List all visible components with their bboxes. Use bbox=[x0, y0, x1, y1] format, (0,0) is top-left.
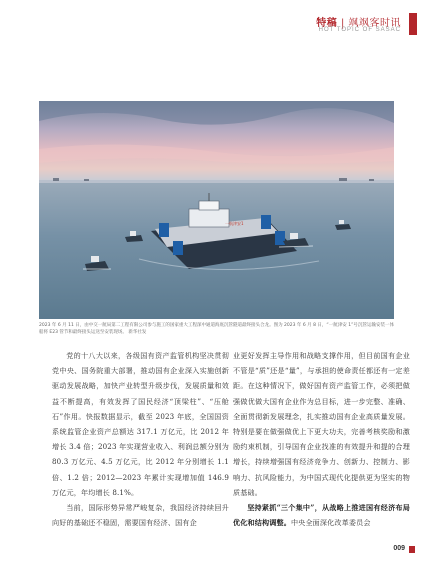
body-text: 中央全面深化改革委员会 bbox=[290, 518, 371, 528]
body-paragraph: 党的十八大以来，各级国有资产监管机构坚决贯彻党中央、国务院重大部署，推动国有企业深入实施创新驱动发展战略，加快产业转型升级步伐，发展质量和效益不断提高，有效发挥了国民经济“顶梁柱”、“压舱石”作用。快报数据显示，截至 2023 年底，全国国资系统监管企业资产总额达 317.1 万亿元，比 2012 年增长 3.4 倍；2023 年实现营业收入、利润总额分别为 80.3 万亿元、4.5 万亿元，比 2012 年分别增长 1.1 倍、1.2 倍；2012—2023 年累计实现增加值 146.9 万亿元，年均增长 8.1%。 bbox=[52, 351, 229, 497]
header-section-label: 飒飒客时讯 bbox=[348, 18, 401, 29]
page-number: 009 bbox=[393, 545, 405, 552]
section-subheading: 坚持紧抓“三个集中”，从战略上推进国有经济布局优化和结构调整。 bbox=[233, 503, 410, 528]
header-subtitle: HOT TOPIC OF SASAC bbox=[318, 27, 401, 33]
body-column-right bbox=[233, 348, 410, 530]
header-accent-bar bbox=[409, 13, 417, 35]
header-column-label: 特稿 bbox=[316, 18, 338, 29]
feature-photo bbox=[39, 101, 394, 319]
svg-text:一航津安1: 一航津安1 bbox=[225, 221, 244, 226]
body-column-left bbox=[52, 348, 229, 530]
ship-scene-illustration bbox=[39, 101, 394, 319]
body-paragraph bbox=[233, 500, 410, 530]
body-paragraph: 当前，国际形势异常严峻复杂，我国经济持续回升向好的基础还不稳固，需要国有经济、国有企 bbox=[52, 503, 229, 528]
page-number-marker bbox=[409, 546, 415, 553]
photo-caption: 2023 年 6 月 11 日，由中交一航局第二工程有限公司参与施工的国家重大工程深中通道海底沉管隧道最终接头合龙。图为 2023 年 6 月 8 日，“一航津安 1”号沉管运输安装一体船将 E23 管节和最终接头运送至安装现场。 新华社发 bbox=[39, 323, 394, 335]
body-paragraph-continued: 业更好发挥主导作用和战略支撑作用，但目前国有企业不管是“质”还是“量”，与承担的使命责任都还有一定差距。在这种情况下，做好国有资产监管工作，必须把做强做优做大国有企业作为总目标，进一步完整、准确、全面贯彻新发展理念，扎实推动国有企业高质量发展。特别是要在做强做优上下更大功夫，完善考核奖励和激励约束机制，引导国有企业找准的有效提升和提的合理增长，持续增强国有经济竞争力、创新力、控制力、影响力、抗风险能力，为中国式现代化提供更为坚实的物质基础。 bbox=[233, 351, 410, 497]
header-divider: | bbox=[340, 18, 349, 29]
